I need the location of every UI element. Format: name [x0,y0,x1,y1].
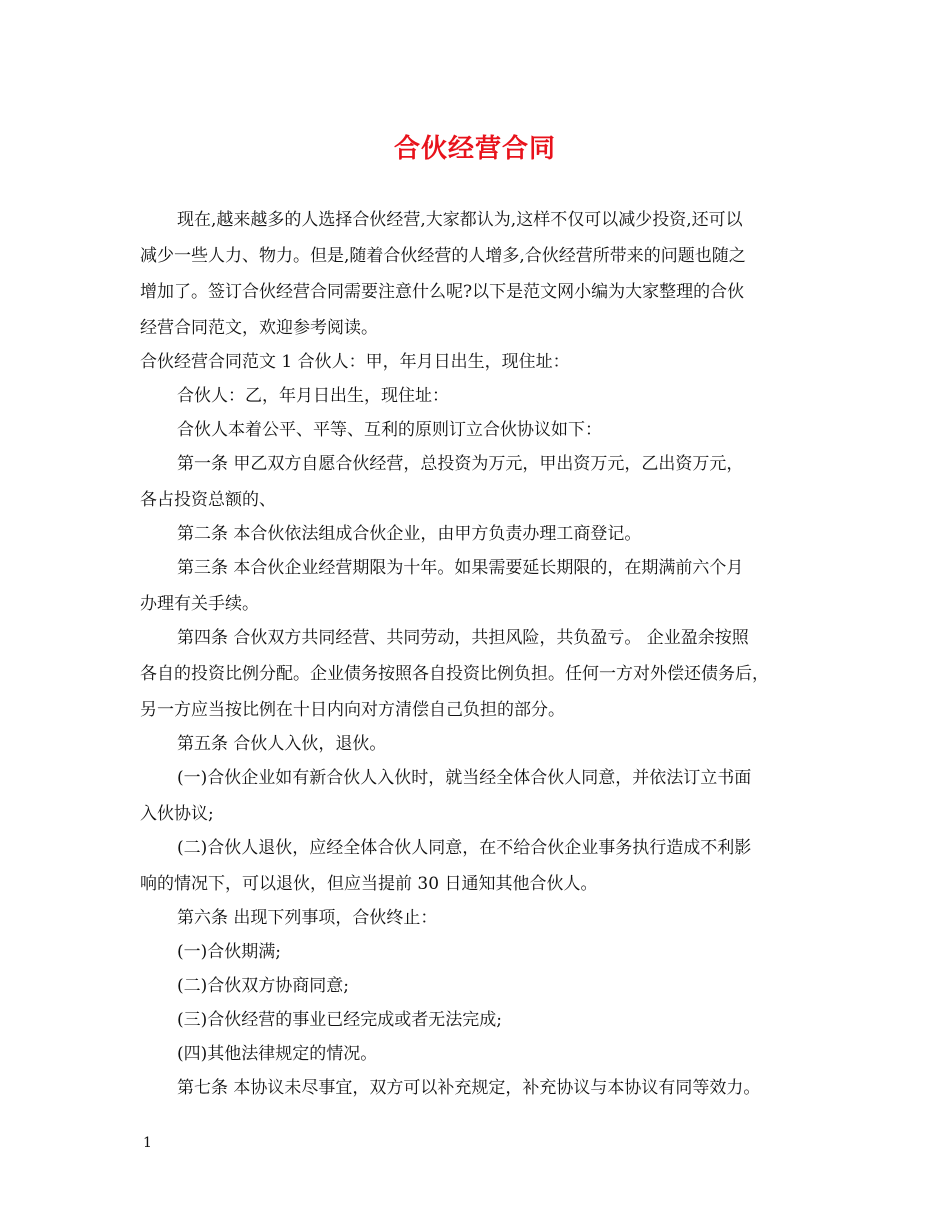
paragraph-line: (四)其他法律规定的情况。 [177,1044,378,1064]
paragraph-line: 减少一些人力、物力。但是,随着合伙经营的人增多,合伙经营所带来的问题也随之 [140,246,746,266]
paragraph-line: 第六条 出现下列事项，合伙终止： [177,908,438,928]
paragraph-line: 第三条 本合伙企业经营期限为十年。如果需要延长期限的，在期满前六个月 [177,558,744,578]
paragraph-line: 第五条 合伙人入伙，退伙。 [177,734,387,754]
paragraph-line: (三)合伙经营的事业已经完成或者无法完成; [177,1010,502,1030]
paragraph-line: 合伙人：乙，年月日出生，现住址： [177,386,449,406]
paragraph-line: (二)合伙双方协商同意; [177,976,349,996]
paragraph-line: 各占投资总额的、 [140,490,276,510]
paragraph-line: 经营合同范文，欢迎参考阅读。 [140,318,378,338]
paragraph-line: 第七条 本协议未尽事宜，双方可以补充规定，补充协议与本协议有同等效力。 [177,1078,761,1098]
paragraph-line: 第二条 本合伙依法组成合伙企业，由甲方负责办理工商登记。 [177,524,642,544]
paragraph-line: 第四条 合伙双方共同经营、共同劳动，共担风险，共负盈亏。 企业盈余按照 [177,628,749,648]
document-title: 合伙经营合同 [393,134,556,164]
paragraph-line: (一)合伙期满; [177,942,281,962]
paragraph-line: 响的情况下，可以退伙，但应当提前 30 日通知其他合伙人。 [140,874,598,894]
page-number: 1 [143,1135,152,1151]
paragraph-line: 现在,越来越多的人选择合伙经营,大家都认为,这样不仅可以减少投资,还可以 [177,210,743,230]
paragraph-line: (一)合伙企业如有新合伙人入伙时，就当经全体合伙人同意，并依法订立书面 [177,768,752,788]
paragraph-line: 办理有关手续。 [140,594,259,614]
paragraph-line: 合伙人本着公平、平等、互利的原则订立合伙协议如下： [177,420,602,440]
paragraph-line: 第一条 甲乙双方自愿合伙经营，总投资为万元，甲出资万元，乙出资万元， [177,454,744,474]
paragraph-line: 合伙经营合同范文 1 合伙人：甲，年月日出生，现住址： [140,352,570,372]
paragraph-line: 各自的投资比例分配。企业债务按照各自投资比例负担。任何一方对外偿还债务后， [140,664,769,684]
paragraph-line: 增加了。签订合伙经营合同需要注意什么呢?以下是范文网小编为大家整理的合伙 [140,282,745,302]
paragraph-line: 入伙协议; [140,804,214,824]
paragraph-line: 另一方应当按比例在十日内向对方清偿自己负担的部分。 [140,700,565,720]
paragraph-line: (二)合伙人退伙，应经全体合伙人同意，在不给合伙企业事务执行造成不利影 [177,838,752,858]
